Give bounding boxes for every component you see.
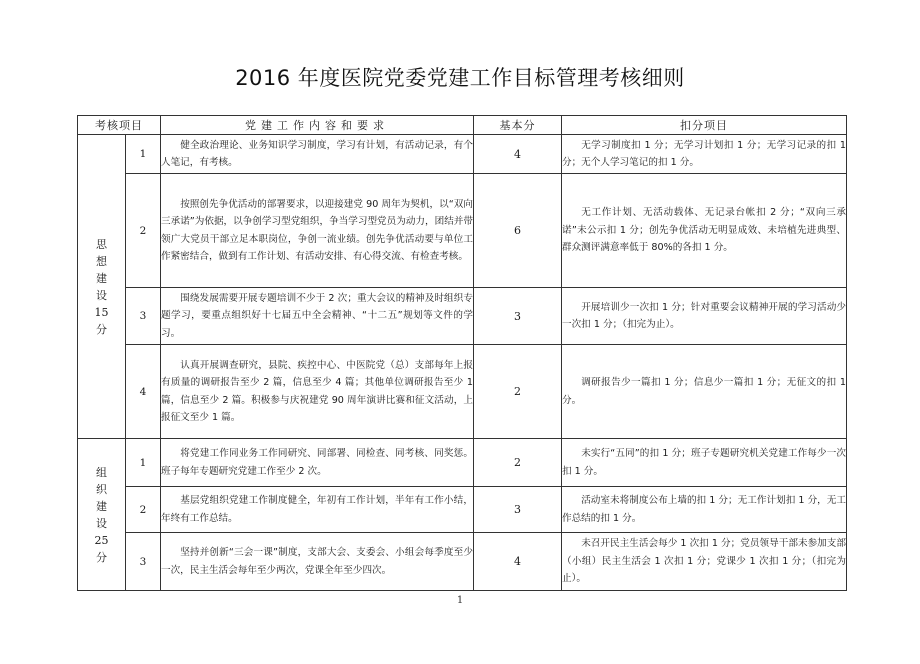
row-content: 围绕发展需要开展专题培训不少于 2 次；重大会议的精神及时组织专题学习，要重点组织好十七届五中全会精神、“十二五”规划等文件的学习。 xyxy=(161,288,474,345)
row-score: 3 xyxy=(474,288,562,345)
table-row xyxy=(78,345,847,439)
row-score: 2 xyxy=(474,345,562,439)
category-char: 分 xyxy=(96,550,107,564)
row-deduction: 未实行“五同”的扣 1 分；班子专题研究机关党建工作每少一次扣 1 分。 xyxy=(562,439,847,487)
header-content: 党建工作内容和要求 xyxy=(161,116,474,135)
row-number: 2 xyxy=(126,174,161,288)
row-content: 认真开展调查研究，县院、疾控中心、中医院党（总）支部每年上报有质量的调研报告至少 2 篇，信息至少 4 篇；其他单位调研报告至少 1 篇，信息至少 2 篇。积极参与庆祝建党 90 周年演讲比赛和征文活动，上报征文至少 1 篇。 xyxy=(161,345,474,439)
document-title: 2016 年度医院党委党建工作目标管理考核细则 xyxy=(235,66,685,90)
category-char: 15 xyxy=(94,305,109,319)
category-char: 思 xyxy=(96,237,107,251)
table-row xyxy=(78,487,847,533)
category-char: 25 xyxy=(94,533,109,547)
table-header-row xyxy=(78,116,847,135)
row-deduction: 活动室未将制度公布上墙的扣 1 分；无工作计划扣 1 分，无工作总结的扣 1 分。 xyxy=(562,487,847,533)
row-number: 1 xyxy=(126,135,161,174)
row-number: 4 xyxy=(126,345,161,439)
row-score: 2 xyxy=(474,439,562,487)
row-number: 1 xyxy=(126,439,161,487)
category-char: 分 xyxy=(96,322,107,336)
row-content: 按照创先争优活动的部署要求，以迎接建党 90 周年为契机，以“双向三承诺”为依据，以争创学习型党组织，争当学习型党员为动力，团结并带领广大党员干部立足本职岗位，争创一流业绩。创先争优活动要与单位工作紧密结合，做到有工作计划、有活动安排、有心得交流、有检查考核。 xyxy=(161,174,474,288)
row-content: 坚持并创新“三会一课”制度，支部大会、支委会、小组会每季度至少一次，民主生活会每年至少两次，党课全年至少四次。 xyxy=(161,533,474,591)
row-content: 健全政治理论、业务知识学习制度，学习有计划，有活动记录，有个人笔记，有考核。 xyxy=(161,135,474,174)
table-row xyxy=(78,288,847,345)
row-score: 4 xyxy=(474,135,562,174)
table-row xyxy=(78,174,847,288)
category-char: 设 xyxy=(96,288,107,302)
category-char: 想 xyxy=(96,254,107,268)
category-label-ideology xyxy=(78,135,126,439)
page-number: 1 xyxy=(456,595,464,606)
row-deduction: 无学习制度扣 1 分；无学习计划扣 1 分；无学习记录的扣 1 分；无个人学习笔记的扣 1 分。 xyxy=(562,135,847,174)
category-label-organization xyxy=(78,439,126,591)
row-content: 将党建工作同业务工作同研究、同部署、同检查、同考核、同奖惩。班子每年专题研究党建工作至少 2 次。 xyxy=(161,439,474,487)
category-char: 织 xyxy=(96,482,107,496)
category-char: 建 xyxy=(96,499,107,513)
table-row xyxy=(78,135,847,174)
header-item: 考核项目 xyxy=(78,116,161,135)
category-char: 设 xyxy=(96,516,107,530)
row-number: 2 xyxy=(126,487,161,533)
row-number: 3 xyxy=(126,533,161,591)
row-score: 6 xyxy=(474,174,562,288)
assessment-table xyxy=(77,115,847,591)
row-content: 基层党组织党建工作制度健全，年初有工作计划，半年有工作小结，年终有工作总结。 xyxy=(161,487,474,533)
row-deduction: 无工作计划、无活动载体、无记录台帐扣 2 分；“双向三承诺”未公示扣 1 分；创先争优活动无明显成效、未培植先进典型、群众测评满意率低于 80%的各扣 1 分。 xyxy=(562,174,847,288)
row-deduction: 开展培训少一次扣 1 分；针对重要会议精神开展的学习活动少一次扣 1 分；（扣完为止）。 xyxy=(562,288,847,345)
category-char: 组 xyxy=(96,465,107,479)
row-deduction: 调研报告少一篇扣 1 分；信息少一篇扣 1 分；无征文的扣 1 分。 xyxy=(562,345,847,439)
table-row xyxy=(78,533,847,591)
row-deduction: 未召开民主生活会每少 1 次扣 1 分；党员领导干部未参加支部（小组）民主生活会 1 次扣 1 分；党课少 1 次扣 1 分；（扣完为止）。 xyxy=(562,533,847,591)
header-score: 基本分 xyxy=(474,116,562,135)
header-deduction: 扣分项目 xyxy=(562,116,847,135)
row-score: 4 xyxy=(474,533,562,591)
row-score: 3 xyxy=(474,487,562,533)
row-number: 3 xyxy=(126,288,161,345)
category-char: 建 xyxy=(96,271,107,285)
table-row xyxy=(78,439,847,487)
